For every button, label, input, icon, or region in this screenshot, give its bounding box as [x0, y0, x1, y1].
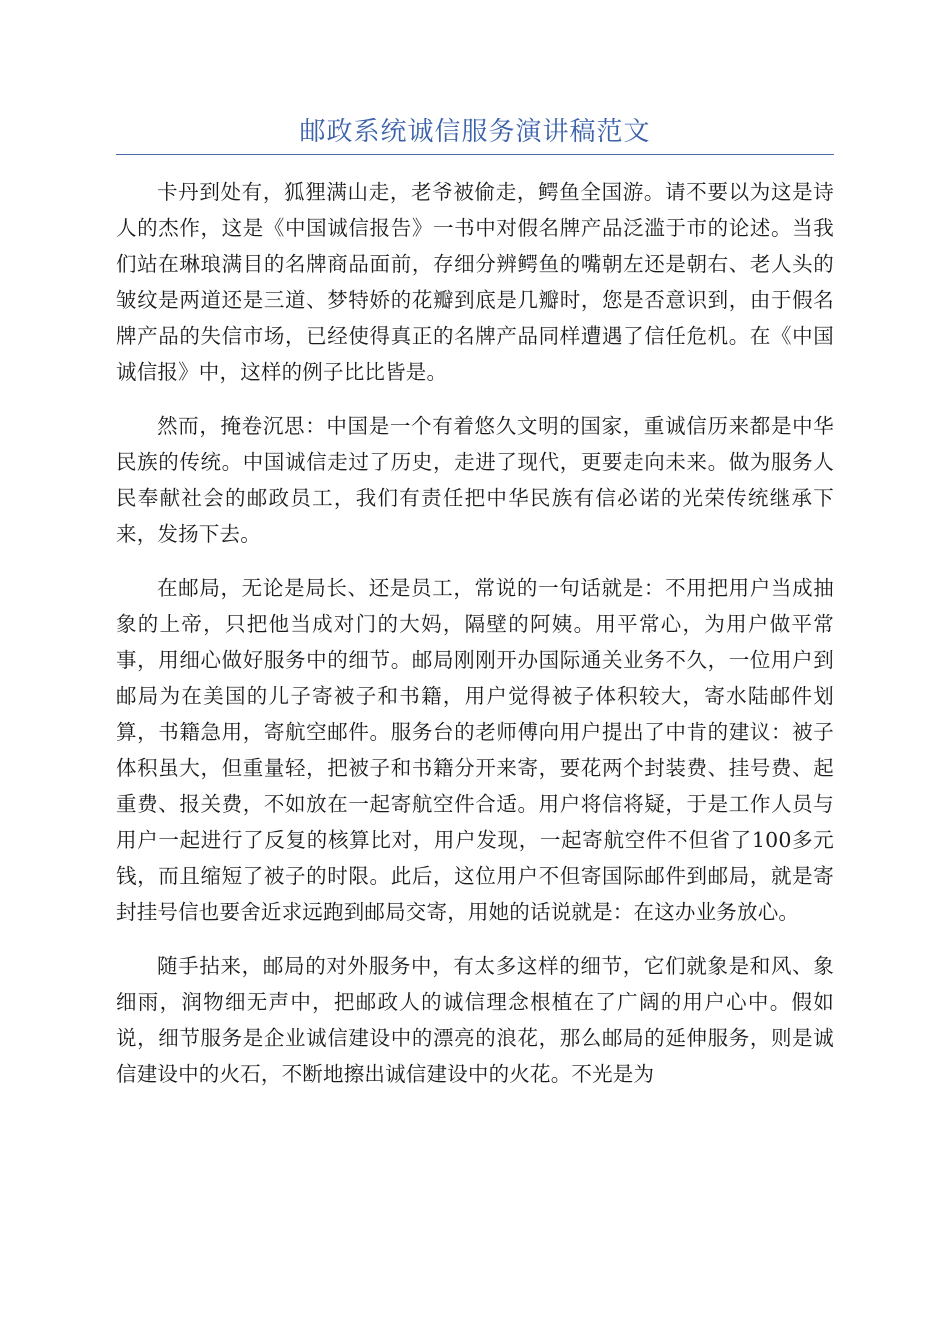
document-body [116, 174, 834, 1110]
paragraph-2: 然而，掩卷沉思：中国是一个有着悠久文明的国家，重诚信历来都是中华民族的传统。中国诚信走过了历史，走进了现代，更要走向未来。做为服务人民奉献社会的邮政员工，我们有责任把中华民族有信必诺的光荣传统继承下来，发扬下去。 [116, 414, 834, 546]
title-underline [116, 154, 834, 155]
paragraph-3: 在邮局，无论是局长、还是员工，常说的一句话就是：不用把用户当成抽象的上帝，只把他当成对门的大妈，隔壁的阿姨。用平常心，为用户做平常事，用细心做好服务中的细节。邮局刚刚开办国际通关业务不久，一位用户到邮局为在美国的儿子寄被子和书籍，用户觉得被子体积较大，寄水陆邮件划算，书籍急用，寄航空邮件。服务台的老师傅向用户提出了中肯的建议：被子体积虽大，但重量轻，把被子和书籍分开来寄，要花两个封装费、挂号费、起重费、报关费，不如放在一起寄航空件合适。用户将信将疑，于是工作人员与用户一起进行了反复的核算比对，用户发现，一起寄航空件不但省了100多元钱，而且缩短了被子的时限。此后，这位用户不但寄国际邮件到邮局，就是寄封挂号信也要舍近求远跑到邮局交寄，用她的话说就是：在这办业务放心。 [116, 576, 834, 924]
paragraph-1: 卡丹到处有，狐狸满山走，老爷被偷走，鳄鱼全国游。请不要以为这是诗人的杰作，这是《中国诚信报告》一书中对假名牌产品泛滥于市的论述。当我们站在琳琅满目的名牌商品面前，存细分辨鳄鱼的嘴朝左还是朝右、老人头的皱纹是两道还是三道、梦特娇的花瓣到底是几瓣时，您是否意识到，由于假名牌产品的失信市场，已经使得真正的名牌产品同样遭遇了信任危机。在《中国诚信报》中，这样的例子比比皆是。 [116, 180, 834, 384]
document-title: 邮政系统诚信服务演讲稿范文 [299, 117, 651, 147]
paragraph-4: 随手拈来，邮局的对外服务中，有太多这样的细节，它们就象是和风、象细雨，润物细无声中，把邮政人的诚信理念根植在了广阔的用户心中。假如说，细节服务是企业诚信建设中的漂亮的浪花，那么邮局的延伸服务，则是诚信建设中的火石，不断地擦出诚信建设中的火花。不光是为 [116, 954, 834, 1086]
